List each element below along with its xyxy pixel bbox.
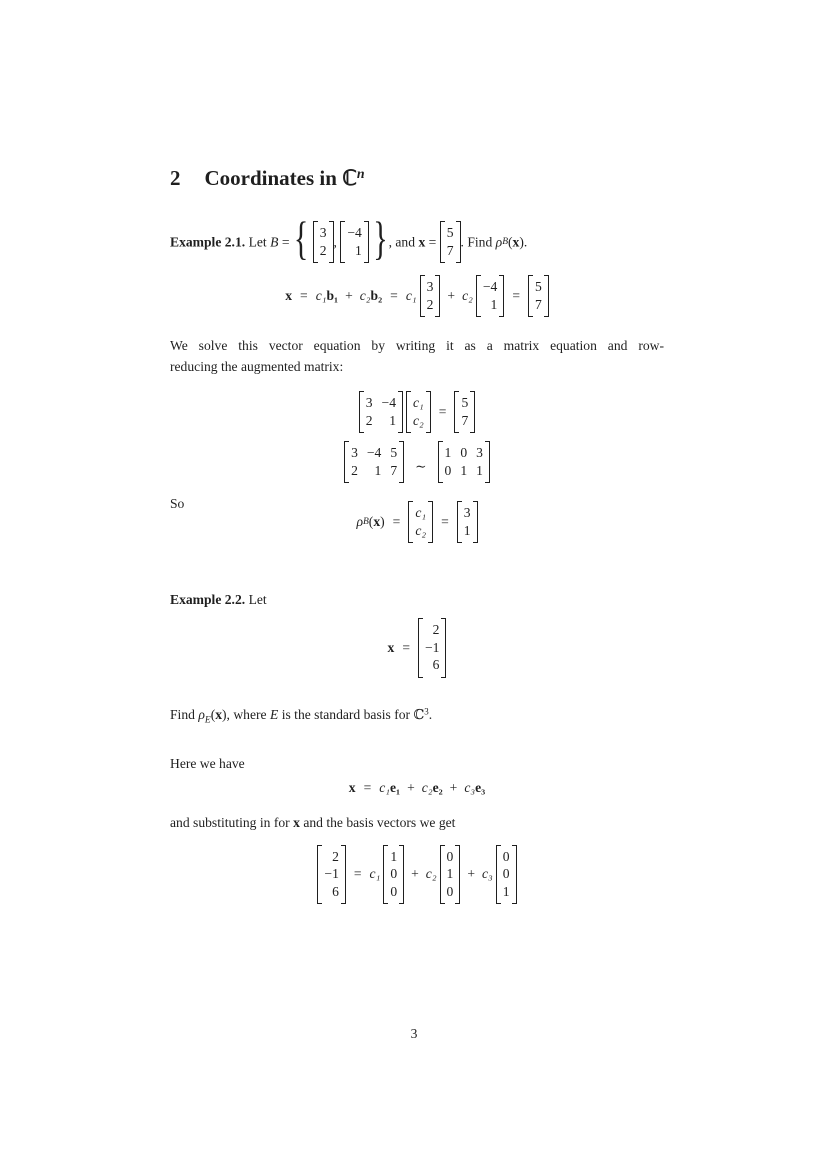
- close-brace: }: [373, 213, 388, 265]
- section-number: 2: [170, 166, 181, 190]
- term-c2e2: c₂ e₂: [421, 779, 443, 795]
- x-symbol: x: [348, 779, 356, 795]
- reduced-matrix: 1 0 3 0 1 1: [438, 441, 490, 483]
- x-symbol: x: [285, 288, 293, 303]
- x-arg: x: [512, 234, 520, 250]
- equals-sign: =: [281, 234, 290, 250]
- equals-sign: =: [363, 779, 372, 795]
- document-content: [170, 166, 664, 904]
- here-we-have-text: Here we have: [170, 755, 245, 771]
- let-text: Let: [248, 592, 267, 607]
- x-vector-symbol: x: [418, 234, 426, 250]
- term-c2b2: c₂ b₂: [359, 288, 383, 303]
- term-c3e3: c₃ e₃: [464, 779, 486, 795]
- basis-E-symbol: E: [269, 706, 279, 722]
- open-paren: (: [210, 706, 216, 722]
- example-2-2-line: [170, 589, 664, 610]
- example-2-2-label: Example 2.2.: [170, 592, 246, 607]
- equals-sign: =: [428, 234, 437, 250]
- plus-sign: +: [411, 866, 419, 882]
- vector-3-1: 3 1: [457, 501, 478, 543]
- open-paren: (: [508, 234, 513, 250]
- equals-sign: =: [512, 288, 520, 303]
- plus-sign: +: [447, 288, 456, 303]
- open-brace: {: [293, 213, 309, 265]
- substituting-post: and the basis vectors we get: [303, 814, 456, 830]
- x-arg: x: [215, 706, 223, 722]
- term-c1e1: c₁ e₁: [379, 779, 401, 795]
- equals-sign: =: [392, 514, 401, 529]
- vector-3-2: 3 2: [420, 275, 441, 317]
- comma: ,: [333, 234, 337, 250]
- vector-x: 5 7: [440, 221, 461, 263]
- section-heading: [170, 166, 664, 191]
- coefficient-matrix: 3 −4 2 1: [359, 391, 403, 433]
- and-text: , and: [388, 234, 416, 250]
- rho-subscript: E: [204, 715, 211, 726]
- term-c1-vector: c₁ 3 2: [406, 275, 441, 317]
- plus-sign: +: [467, 866, 476, 882]
- display-equation-1: [170, 275, 664, 317]
- vector-b1: 3 2: [313, 221, 334, 263]
- matrix-times-vector: [359, 391, 431, 433]
- paragraph-line-2: reducing the augmented matrix:: [170, 359, 344, 374]
- vector-c: c₁ c₂: [408, 501, 433, 543]
- display-equation-4: [170, 493, 664, 543]
- plus-sign: +: [449, 779, 458, 795]
- display-equation-6: [170, 780, 664, 796]
- x-symbol: x: [387, 639, 395, 655]
- complex-field-symbol: ℂ: [413, 706, 425, 722]
- find-text: Find: [170, 706, 195, 722]
- vector-e3: 0 0 1: [496, 845, 517, 905]
- page-number: 3: [410, 1026, 418, 1041]
- display-equation-3: [170, 441, 664, 483]
- plus-sign: +: [407, 779, 415, 795]
- find-rho-E-line: [170, 704, 664, 725]
- vector-e2: 0 1 0: [440, 845, 461, 905]
- substituting-pre: and substituting in for: [170, 814, 290, 830]
- section-title: Coordinates in: [204, 166, 337, 190]
- term-c2-e2-vector: c₂ 0 1 0: [426, 845, 461, 905]
- equals-sign: =: [438, 404, 447, 419]
- paragraph-solve: [170, 335, 664, 377]
- so-block: [170, 493, 664, 543]
- vector-c: c₁ c₂: [406, 391, 431, 433]
- equals-sign: =: [300, 288, 308, 303]
- complex-field-symbol: ℂ: [342, 166, 357, 190]
- rho-B-of-x: ρ B ( x ): [356, 514, 385, 529]
- rho-subscript: B: [502, 237, 509, 247]
- vector-2-neg1-6: 2 −1 6: [418, 618, 446, 678]
- let-text: Let: [248, 234, 267, 250]
- term-c3-e3-vector: c₃ 0 0 1: [482, 845, 517, 905]
- standard-basis-text: is the standard basis for: [281, 706, 411, 722]
- equals-sign: =: [353, 866, 362, 882]
- rho-symbol: ρ: [198, 706, 205, 722]
- paragraph-line-1: We solve this vector equation by writing it as a matrix equation and row-: [170, 338, 664, 353]
- period: .: [428, 706, 433, 722]
- vector-5-7: 5 7: [454, 391, 475, 433]
- x-symbol: x: [293, 814, 300, 830]
- vector-5-7: 5 7: [528, 275, 549, 317]
- term-c1-e1-vector: c₁ 1 0 0: [370, 845, 405, 905]
- close-paren: ).: [519, 234, 528, 250]
- find-text: . Find: [460, 234, 493, 250]
- plus-sign: +: [345, 288, 353, 303]
- equals-sign: =: [390, 288, 398, 303]
- equals-sign: =: [441, 514, 449, 529]
- vector-e1: 1 0 0: [383, 845, 404, 905]
- row-equivalence-tilde: ∼: [415, 459, 427, 474]
- vector-2-neg1-6: 2 −1 6: [317, 845, 345, 905]
- augmented-matrix: 3 −4 5 2 1 7: [344, 441, 404, 483]
- substituting-line: [170, 812, 664, 833]
- equals-sign: =: [402, 639, 410, 655]
- example-2-1-line: [170, 213, 664, 265]
- field-exponent: 3: [424, 706, 429, 717]
- rho-symbol: ρ: [495, 234, 503, 250]
- so-text: So: [170, 496, 185, 511]
- display-equation-5: [170, 618, 664, 678]
- close-paren-where: ), where: [222, 706, 267, 722]
- basis-B-symbol: B: [270, 234, 279, 250]
- vector-neg4-1: −4 1: [476, 275, 504, 317]
- term-c1b1: c₁ b₁: [315, 288, 339, 303]
- example-2-1-label: Example 2.1.: [170, 234, 246, 250]
- display-equation-7: [170, 845, 664, 905]
- term-c2-vector: c₂ −4 1: [462, 275, 504, 317]
- vector-b2: −4 1: [340, 221, 368, 263]
- display-equation-2: [170, 391, 664, 433]
- field-exponent: n: [356, 166, 365, 182]
